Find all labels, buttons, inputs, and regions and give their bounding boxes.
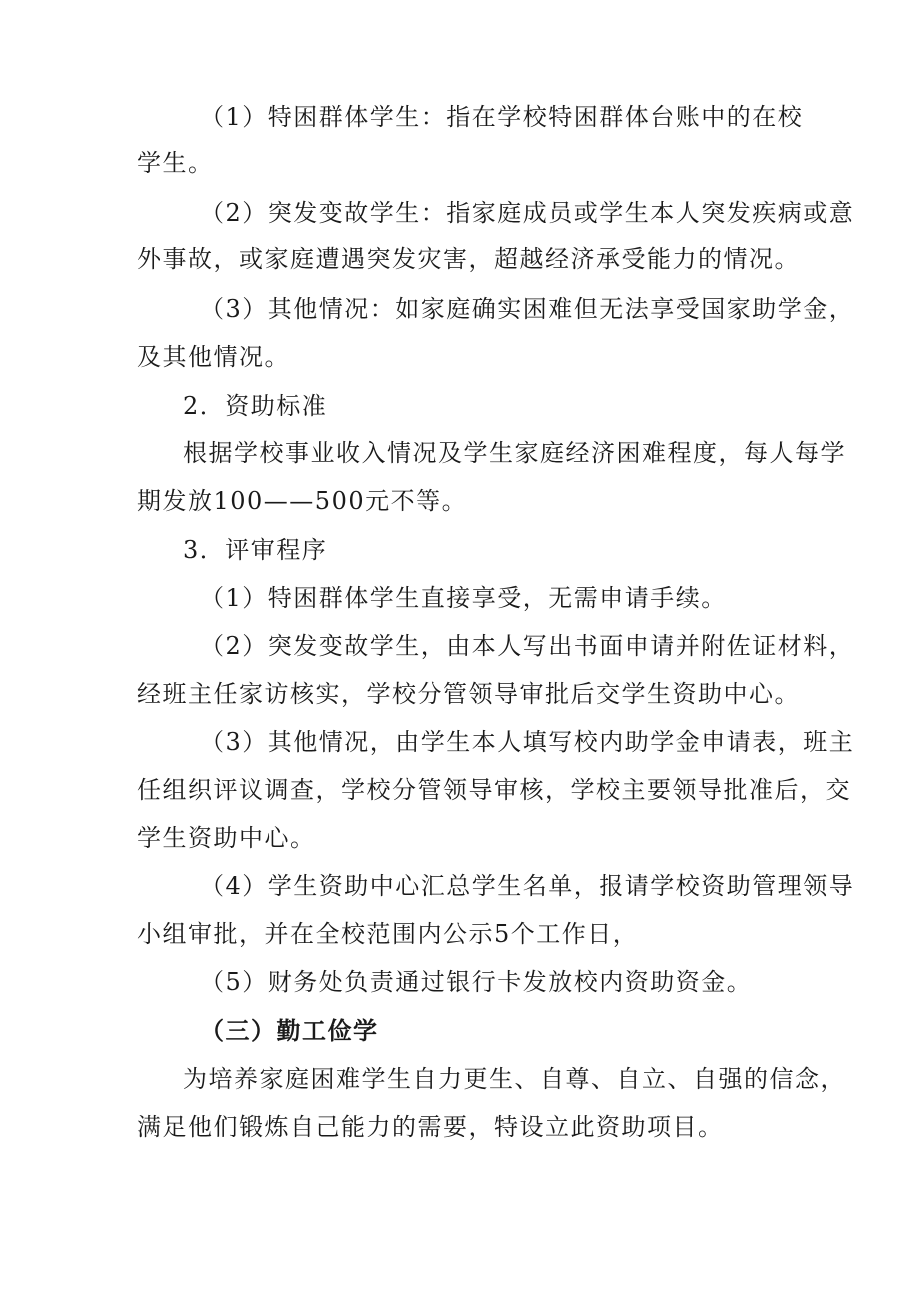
paragraph-line: 期发放100——500元不等。	[137, 487, 468, 515]
paragraph-line: （4）学生资助中心汇总学生名单，报请学校资助管理领导	[200, 872, 855, 900]
paragraph-line: （1）特困群体学生直接享受，无需申请手续。	[200, 584, 727, 612]
paragraph-line: （2）突发变故学生：指家庭成员或学生本人突发疾病或意	[200, 199, 855, 227]
paragraph-line: 外事故，或家庭遭遇突发灾害，超越经济承受能力的情况。	[137, 245, 800, 273]
paragraph-line: （3）其他情况：如家庭确实困难但无法享受国家助学金，	[200, 295, 855, 323]
paragraph-line: 根据学校事业收入情况及学生家庭经济困难程度，每人每学	[183, 439, 846, 467]
section-heading: 3．评审程序	[183, 536, 328, 564]
paragraph-line: （1）特困群体学生：指在学校特困群体台账中的在校	[200, 103, 804, 131]
paragraph-line: 任组织评议调查，学校分管领导审核，学校主要领导批准后，交	[137, 776, 851, 804]
paragraph-line: 及其他情况。	[137, 343, 290, 371]
paragraph-line: 满足他们锻炼自己能力的需要，特设立此资助项目。	[137, 1113, 724, 1141]
paragraph-line: 为培养家庭困难学生自力更生、自尊、自立、自强的信念，	[183, 1065, 846, 1093]
paragraph-line: 小组审批，并在全校范围内公示5个工作日，	[137, 920, 639, 948]
section-heading: （三）勤工俭学	[200, 1016, 379, 1045]
paragraph-line: 学生。	[137, 149, 214, 177]
paragraph-line: （5）财务处负责通过银行卡发放校内资助资金。	[200, 968, 753, 996]
paragraph-line: （2）突发变故学生，由本人写出书面申请并附佐证材料，	[200, 632, 855, 660]
paragraph-line: 经班主任家访核实，学校分管领导审批后交学生资助中心。	[137, 680, 800, 708]
paragraph-line: （3）其他情况，由学生本人填写校内助学金申请表，班主	[200, 728, 855, 756]
paragraph-line: 学生资助中心。	[137, 824, 316, 852]
section-heading: 2．资助标准	[183, 392, 328, 420]
